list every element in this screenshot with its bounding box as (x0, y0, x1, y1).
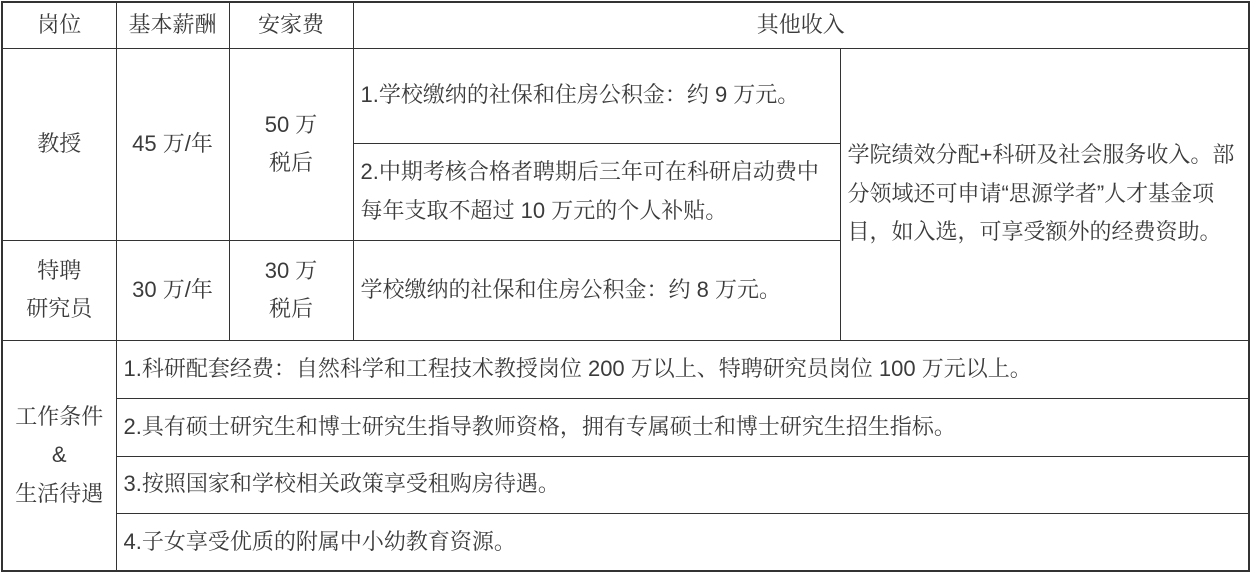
position-cell-researcher (2, 240, 116, 340)
benefits-row-2 (2, 398, 1249, 456)
benefits-row-3 (2, 456, 1249, 513)
benefits-title-line3: 生活待遇 (15, 480, 104, 506)
other-income-professor-item2: 2.中期考核合格者聘期后三年可在科研启动费中每年支取不超过 10 万元的个人补贴。 (353, 143, 840, 240)
benefit-item-3: 3.按照国家和学校相关政策享受租购房待遇。 (116, 456, 1249, 513)
header-other-income: 其他收入 (353, 2, 1249, 48)
benefits-title-line1: 工作条件 (15, 403, 104, 429)
base-salary-researcher: 30 万/年 (116, 240, 229, 340)
header-position: 岗位 (2, 2, 116, 48)
other-income-researcher: 学校缴纳的社保和住房公积金：约 8 万元。 (353, 240, 840, 340)
benefits-row-4 (2, 513, 1249, 571)
header-row (2, 2, 1249, 48)
benefits-title-line2: & (51, 442, 67, 467)
settling-fee-researcher-amount: 30 万 (264, 257, 318, 283)
settling-fee-researcher (229, 240, 353, 340)
benefit-item-1: 1.科研配套经费：自然科学和工程技术教授岗位 200 万以上、特聘研究员岗位 100 万元以上。 (116, 340, 1249, 398)
settling-fee-professor-amount: 50 万 (264, 111, 318, 137)
base-salary-professor: 45 万/年 (116, 48, 229, 240)
position-researcher-line2: 研究员 (26, 296, 93, 321)
position-cell-professor: 教授 (2, 48, 116, 240)
header-base-salary: 基本薪酬 (116, 2, 229, 48)
settling-fee-professor (229, 48, 353, 240)
position-researcher-line1: 特聘 (37, 257, 82, 283)
header-settling-fee: 安家费 (229, 2, 353, 48)
settling-fee-professor-note: 税后 (268, 150, 313, 175)
benefit-item-4: 4.子女享受优质的附属中小幼教育资源。 (116, 513, 1249, 571)
settling-fee-researcher-note: 税后 (268, 296, 313, 321)
shared-other-income-cell: 学院绩效分配+科研及社会服务收入。部分领域还可申请“思源学者”人才基金项目，如入选，可享受额外的经费资助。 (840, 48, 1249, 340)
compensation-table (1, 1, 1250, 572)
benefits-row-1 (2, 340, 1249, 398)
benefits-title-cell (2, 340, 116, 571)
professor-row (2, 48, 1249, 143)
benefit-item-2: 2.具有硕士研究生和博士研究生指导教师资格，拥有专属硕士和博士研究生招生指标。 (116, 398, 1249, 456)
other-income-professor-item1: 1.学校缴纳的社保和住房公积金：约 9 万元。 (353, 48, 840, 143)
